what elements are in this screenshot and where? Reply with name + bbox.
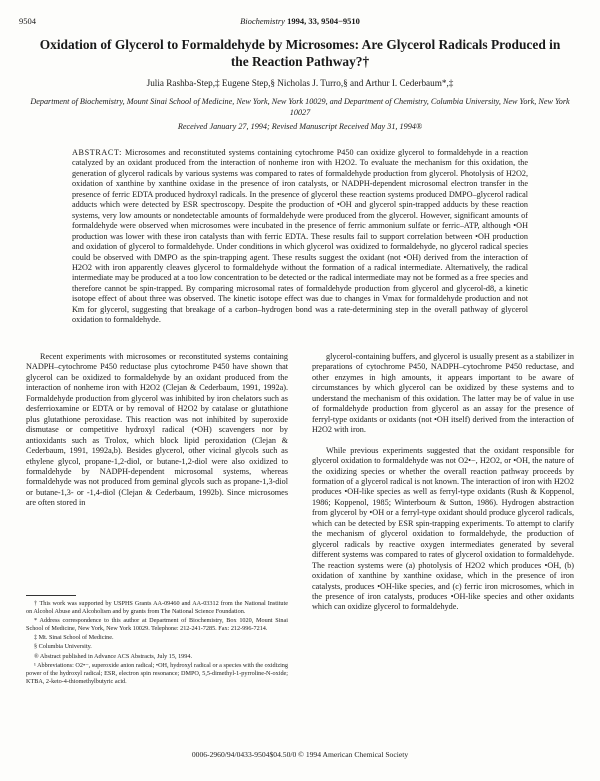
copyright-line: 0006-2960/94/0433-9504$04.50/0 © 1994 American Chemical Society bbox=[191, 750, 409, 759]
abstract bbox=[72, 148, 528, 326]
page-number: 9504 bbox=[19, 16, 36, 26]
footnotes bbox=[26, 600, 288, 687]
body-paragraph: While previous experiments suggested that the oxidant responsible for glycerol oxidation to formaldehyde was not O2•−, H2O2, or •OH, the nature of the oxidizing species or whether the overall reaction pathway proceeds by formation of a glycerol radical is not known. The interaction of iron with H2O2 produces •OH-like species as well as ferryl-type oxidants (Rush & Koppenol, 1986; Koppenol, 1985; Winterbourn & Sutton, 1986). Hydrogen abstraction from glycerol by •OH or a ferryl-type oxidant should produce glycerol radicals, which can be detected by ESR spin-trapping experiments. To attempt to clarify the mechanism of glycerol oxidation to formaldehyde, the production of glycerol radicals by reactive oxygen intermediates generated by several different systems was compared to rates of glycerol oxidation to formaldehyde. The reaction systems were (a) photolysis of H2O2 which produces •OH, (b) oxidation of xanthine by xanthine oxidase, which in the presence of iron catalysts, produces •OH-like species, and (c) ferric iron microsomes, which in the presence of iron catalysts, produces •OH-like species and other oxidants which can oxidize glycerol to formaldehyde. bbox=[312, 445, 574, 612]
footnote: * Address correspondence to this author at Department of Biochemistry, Box 1020, Mount Sinai School of Medicine, New York, New York 10029. Telephone: 212-241-7285. Fax: 212-996-7214. bbox=[26, 617, 288, 633]
footnote: § Columbia University. bbox=[34, 643, 92, 651]
author-list: Julia Rashba-Step,‡ Eugene Step,§ Nicholas J. Turro,§ and Arthur I. Cederbaum*,‡ bbox=[146, 78, 454, 88]
journal-citation bbox=[19, 16, 581, 26]
left-column bbox=[26, 352, 288, 509]
journal-name: Biochemistry bbox=[240, 16, 285, 26]
affiliation: Department of Biochemistry, Mount Sinai School of Medicine, New York, New York 10029, and Department of Chemistry, Columbia University, New York, New York 10027 bbox=[30, 97, 570, 117]
body-paragraph: glycerol-containing buffers, and glycerol is usually present as a stabilizer in preparations of cytochrome P450, NADPH–cytochrome P450 reductase, and other enzymes in high amounts, it appears important to be aware of circumstances by which glycerol can be oxidized by these systems and to understand the mechanism of this oxidation. The latter may be of value in use of formaldehyde production from glycerol as an assay for the presence of ferryl-type oxidants or oxidants (not •OH itself) derived from the interaction of H2O2 with iron. bbox=[312, 352, 574, 435]
abstract-text: Microsomes and reconstituted systems containing cytochrome P450 can oxidize glycerol to formaldehyde in a reaction catalyzed by an oxidant produced from the interaction of nonheme iron with H2O2. To evaluate the mechanism for this oxidation, the generation of glycerol radicals by various systems was compared to rates of formaldehyde production from glycerol. Photolysis of H2O2, oxidation of xanthine by xanthine oxidase in the presence of iron catalysts, or NADPH-dependent microsomal electron transfer in the presence of ferric EDTA produced hydroxyl radicals. In the presence of glycerol these reaction systems produced DMPO–glycerol radical adducts which were detected by ESR spectroscopy. Despite the production of •OH and glycerol spin-trapped adducts by these reaction systems, very low amounts or nondetectable amounts of formaldehyde were produced from the glycerol. However, significant amounts of formaldehyde were observed when microsomes were incubated in the presence of ferric ammonium sulfate or ferric–ATP, although •OH production was lower with these iron catalysts than with ferric EDTA. These results fail to support correlation between •OH production and oxidation of glycerol to formaldehyde. Under conditions in which glycerol was oxidized to formaldehyde, no glycerol radical species could be observed with DMPO as the spin-trapping agent. These results suggest the oxidant (not •OH) derived from the interaction of H2O2 with iron apparently cleaves glycerol to formaldehyde without the formation of a radical intermediate. Alternatively, the radical intermediate may be produced at a too low concentration to be detected or the radical intermediate may not be formed as a free species and therefore cannot be spin-trapped. By comparing microsomal rates of formaldehyde production from glycerol and glycerol-d8, a kinetic isotope effect of about three was observed. The kinetic isotope effect was due to changes in Vmax for formaldehyde production and not Km for glycerol, suggesting that breakage of a carbon–hydrogen bond was a rate-determining step in the overall pathway of glycerol oxidation to formaldehyde. bbox=[72, 148, 528, 325]
volume-info: 1994, 33, 9504−9510 bbox=[287, 16, 360, 26]
footnote: ‡ Mt. Sinai School of Medicine. bbox=[34, 634, 114, 642]
footnote-rule bbox=[26, 595, 76, 596]
running-header bbox=[19, 16, 581, 30]
footnote: ¹ Abbreviations: O2•−, superoxide anion radical; •OH, hydroxyl radical or a species with the oxidizing power of the hydroxyl radical; ESR, electron spin resonance; DMPO, 5,5-dimethyl-1-pyrroline-N-oxide; KTBA, 2-keto-4-thiomethylbutyric acid. bbox=[26, 661, 288, 685]
body-paragraph: Recent experiments with microsomes or reconstituted systems containing NADPH–cytochrome P450 reductase plus cytochrome P450 have shown that glycerol can be oxidized to formaldehyde by an oxidant produced from the interaction of nonheme iron with H2O2 (Clejan & Cederbaum, 1991, 1992a). Formaldehyde production from glycerol was inhibited by iron chelators such as desferrioxamine or EDTA or by removal of H2O2 by catalase or glutathione plus glutathione peroxidase. This reaction was not inhibited by superoxide dismutase or competitive hydroxyl radical (•OH) scavengers nor by antioxidants such as Trolox, which block lipid peroxidation (Clejan & Cederbaum, 1991, 1992a,b). Besides glycerol, other vicinal glycols such as ethylene glycol, propane-1,2-diol, or butane-1,2-diol were also oxidized to formaldehyde by NADPH-dependent microsomal systems, whereas formaldehyde was not produced from geminal glycols such as propane-1,3-diol or butane-1,3- or -1,4-diol (Clejan & Cederbaum, 1992b). Since microsomes are often stored in bbox=[26, 352, 288, 508]
footnote: † This work was supported by USPHS Grants AA-09460 and AA-03312 from the National Institute on Alcohol Abuse and Alcoholism and by grants from The National Science Foundation. bbox=[26, 600, 288, 616]
right-column bbox=[312, 352, 574, 613]
received-dates: Received January 27, 1994; Revised Manuscript Received May 31, 1994® bbox=[177, 122, 423, 131]
footnote: ® Abstract published in Advance ACS Abstracts, July 15, 1994. bbox=[34, 652, 193, 660]
abstract-label: ABSTRACT: bbox=[72, 148, 123, 157]
article-title: Oxidation of Glycerol to Formaldehyde by Microsomes: Are Glycerol Radicals Produced in the Reaction Pathway?† bbox=[39, 37, 561, 69]
